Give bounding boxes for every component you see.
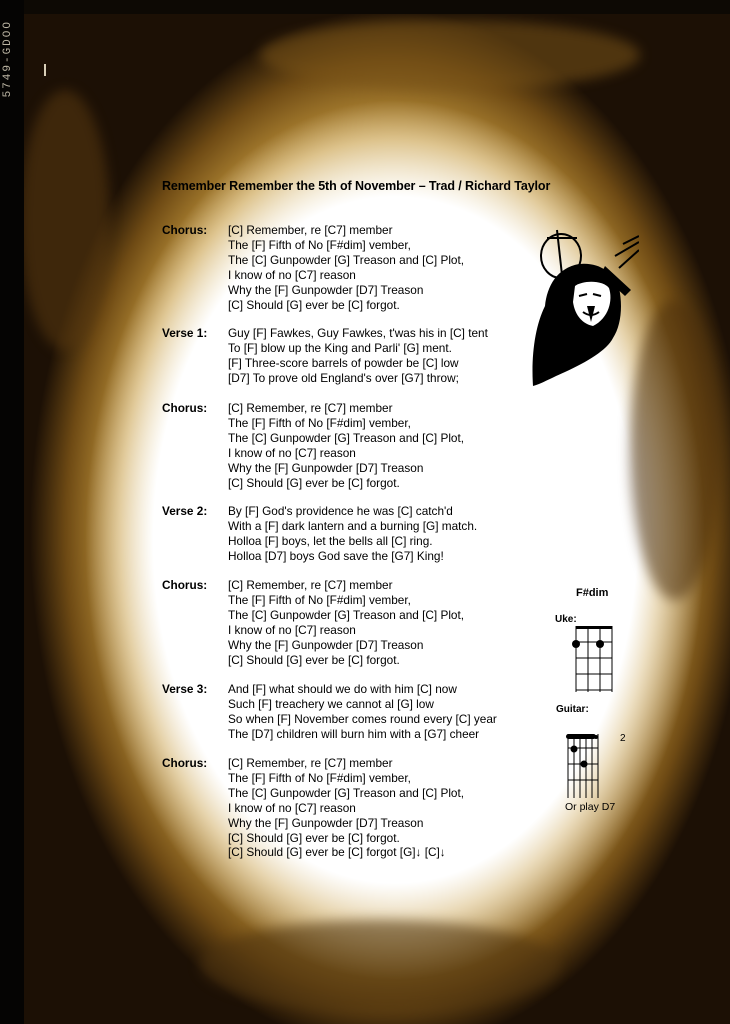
lyric-line: [C] Should [G] ever be [C] forgot [G]↓ [C]↓ [228, 845, 446, 860]
lyric-line: Why the [F] Gunpowder [D7] Treason [228, 460, 424, 475]
lyric-line: Holloa [F] boys, let the bells all [C] ring. [228, 533, 433, 548]
grunge-stain [630, 300, 720, 600]
lyric-line: With a [F] dark lantern and a burning [G] match. [228, 518, 478, 533]
lyric-line: [C] Should [G] ever be [C] forgot. [228, 652, 400, 667]
lyric-lines [228, 682, 497, 742]
lyric-line: The [C] Gunpowder [G] Treason and [C] Plot, [228, 785, 465, 800]
section-label: Chorus: [162, 756, 208, 770]
film-edge-strip [0, 0, 24, 1024]
lyric-line: [C] Should [G] ever be [C] forgot. [228, 297, 400, 312]
grunge-stain [200, 920, 560, 1010]
guitar-label: Guitar: [556, 704, 589, 715]
section-label: Chorus: [162, 401, 208, 415]
lyric-line: I know of no [C7] reason [228, 445, 356, 460]
lyric-line: The [D7] children will burn him with a [G7] cheer [228, 726, 480, 741]
lyric-lines [228, 223, 464, 312]
lyric-line: By [F] God's providence he was [C] catch'd [228, 504, 453, 518]
lyric-line: And [F] what should we do with him [C] now [228, 682, 457, 696]
guy-fawkes-mask-illustration [527, 226, 639, 390]
alternate-chord-note: Or play D7 [565, 801, 616, 813]
section-label: Verse 1: [162, 326, 208, 340]
uke-label: Uke: [555, 614, 577, 625]
lyric-line: Why the [F] Gunpowder [D7] Treason [228, 637, 424, 652]
lyric-line: The [F] Fifth of No [F#dim] vember, [228, 592, 411, 607]
uke-chord-diagram [568, 624, 616, 694]
lyric-line: Such [F] treachery we cannot al [G] low [228, 696, 434, 711]
lyric-line: [C] Remember, re [C7] member [228, 756, 393, 770]
lyric-lines [228, 504, 477, 564]
lyric-line: The [C] Gunpowder [G] Treason and [C] Plot, [228, 252, 465, 267]
grunge-stain [20, 90, 110, 350]
lyric-line: Holloa [D7] boys God save the [G7] King! [228, 548, 444, 563]
lyric-lines [228, 326, 488, 386]
song-title: Remember Remember the 5th of November – Trad / Richard Taylor [162, 179, 551, 193]
chord-name: F#dim [576, 587, 609, 599]
lyric-line: [C] Should [G] ever be [C] forgot. [228, 830, 400, 845]
lyric-line: [C] Remember, re [C7] member [228, 223, 393, 237]
lyric-line: [D7] To prove old England's over [G7] throw; [228, 370, 459, 385]
grunge-stain [260, 20, 640, 90]
lyric-lines [228, 756, 464, 860]
lyric-line: The [C] Gunpowder [G] Treason and [C] Plot, [228, 430, 465, 445]
lyric-line: The [F] Fifth of No [F#dim] vember, [228, 237, 411, 252]
guitar-chord-diagram [560, 724, 608, 800]
top-dark-border [24, 0, 730, 14]
lyric-line: Why the [F] Gunpowder [D7] Treason [228, 815, 424, 830]
lyric-line: [C] Should [G] ever be [C] forgot. [228, 475, 400, 490]
lyric-line: [F] Three-score barrels of powder be [C] low [228, 355, 459, 370]
lyric-line: The [F] Fifth of No [F#dim] vember, [228, 770, 411, 785]
lyric-lines [228, 578, 464, 667]
lyric-line: The [C] Gunpowder [G] Treason and [C] Plot, [228, 607, 465, 622]
lyric-line: I know of no [C7] reason [228, 622, 356, 637]
guitar-fret-number: 2 [620, 733, 626, 744]
lyric-line: Guy [F] Fawkes, Guy Fawkes, t'was his in [C] tent [228, 326, 488, 340]
lyric-lines [228, 401, 464, 490]
section-label: Chorus: [162, 223, 208, 237]
margin-code: 5749-GDOO [2, 20, 14, 98]
lyric-line: Why the [F] Gunpowder [D7] Treason [228, 282, 424, 297]
section-label: Verse 3: [162, 682, 208, 696]
lyric-line: I know of no [C7] reason [228, 267, 356, 282]
lyric-line: [C] Remember, re [C7] member [228, 401, 393, 415]
lyric-line: So when [F] November comes round every [C] year [228, 711, 497, 726]
lyric-line: I know of no [C7] reason [228, 800, 356, 815]
margin-tick-mark [44, 64, 46, 76]
section-label: Verse 2: [162, 504, 208, 518]
lyric-line: [C] Remember, re [C7] member [228, 578, 393, 592]
lyric-line: To [F] blow up the King and Parli' [G] ment. [228, 340, 452, 355]
section-label: Chorus: [162, 578, 208, 592]
lyric-line: The [F] Fifth of No [F#dim] vember, [228, 415, 411, 430]
